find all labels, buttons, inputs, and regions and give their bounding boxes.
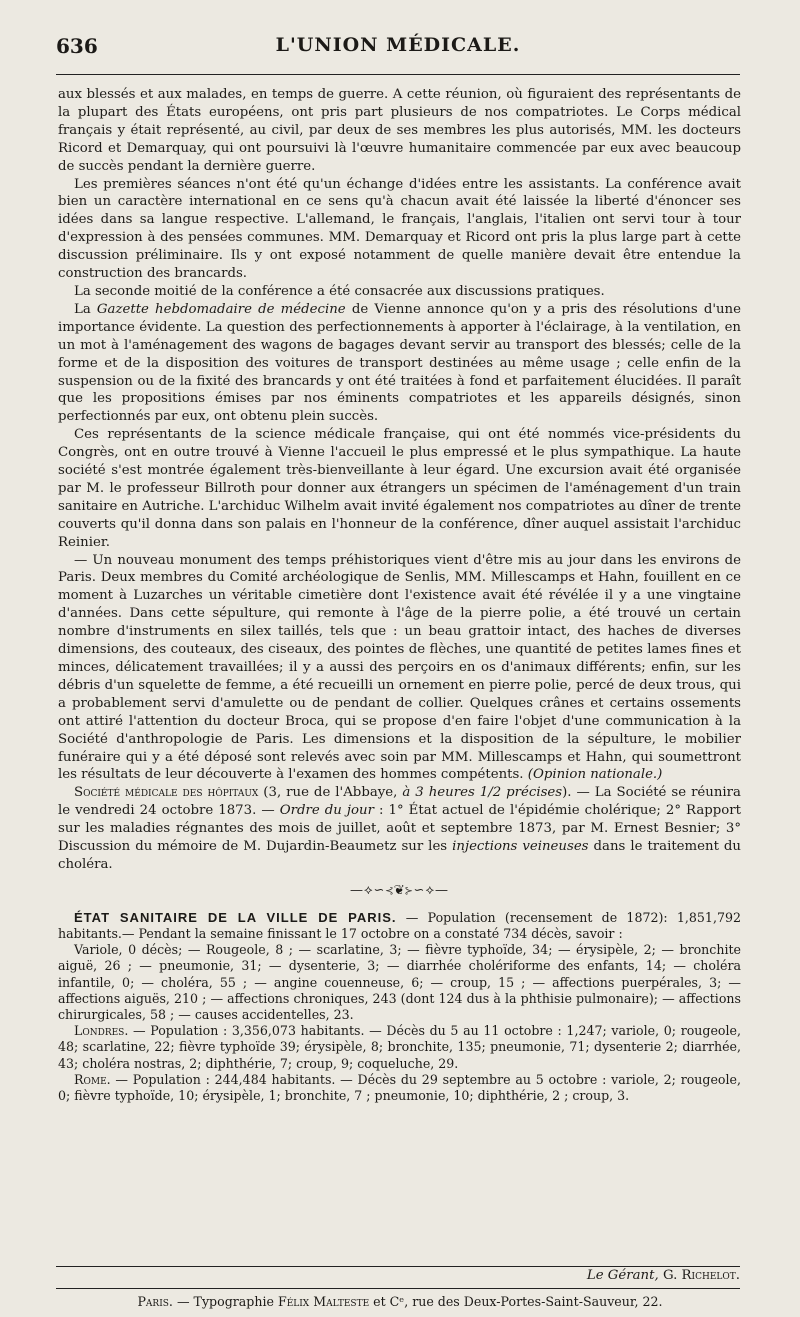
printer-line — [0, 1294, 800, 1309]
footer-rule-top — [56, 1266, 740, 1267]
societe-ordre: Ordre du jour — [279, 803, 374, 819]
footer-rule-bottom — [56, 1288, 740, 1289]
signature-name: G. Richelot. — [662, 1268, 740, 1283]
societe-time: à 3 heures 1/2 précises — [402, 785, 563, 801]
printer-rest: et Cᵉ, rue des Deux-Portes-Saint-Sauveur, 22. — [369, 1294, 663, 1309]
etat-sanitaire-heading: ÉTAT SANITAIRE DE LA VILLE DE PARIS. — [74, 909, 397, 925]
paragraph-first-sessions: Les premières séances n'ont été qu'un échange d'idées entre les assistants. La conférence avait bien un caractère international en ce sens qu'à chacun avait été laissée la liberté d'énoncer ses idées dans sa langue respective. L'allemand, le français, l'anglais, l'italien ont servi tour à tour d'expression à des pensées communes. MM. Demarquay et Ricord ont pris la plus large part à cette discussion préliminaire. Ils y ont exposé notamment de quelle manière devait être entendue la construction des brancards. — [58, 176, 741, 282]
londres-text: — Population : 3,356,073 habitants. — Décès du 5 au 11 octobre : 1,247; variole, 0; rougeole, 48; scarlatine, 22; fièvre typhoïde 39; érysipèle, 8; bronchite, 135; pneumonie, 71; dysenterie 2; diarrhée, 43; choléra nostras, 2; diphthérie, 7; croup, 9; coqueluche, 29. — [58, 1023, 741, 1071]
societe-text2: : 1° État actuel de l'épidémie cholérique; 2° Rapport sur les maladies régnantes des mois de juillet, août et septembre 1873, par M. Ernest Besnier; 3° Discussion du mémoire de M. Dujardin-Beaumetz sur les — [58, 803, 742, 855]
printer-sep: — Typographie — [172, 1294, 278, 1309]
rome-text: — Population : 244,484 habitants. — Décès du 29 septembre au 5 octobre : variole, 2; rougeole, 0; fièvre typhoïde, 10; érysipèle, 1; bronchite, 7 ; pneumonie, 10; diphthérie, 2 ; croup, 3. — [58, 1071, 741, 1104]
paragraph-rome — [58, 1072, 741, 1104]
printer-name: Félix Malteste — [277, 1294, 370, 1309]
paragraph-etat-sanitaire — [58, 910, 741, 942]
ornament-divider: —⟡∽⊰❦⊱∽⟡— — [349, 882, 450, 898]
article-body — [58, 86, 741, 1104]
etat-sanitaire-intro: — Population (recensement de 1872): 1,851,792 habitants.— Pendant la semaine finissant le 17 octobre on a constaté 734 décès, savoir : — [58, 909, 741, 941]
societe-italic-end: injections veineuses — [452, 839, 589, 855]
paragraph-second-half: La seconde moitié de la conférence a été consacrée aux discussions pratiques. — [74, 283, 605, 299]
paragraph-etat-details: Variole, 0 décès; — Rougeole, 8 ; — scarlatine, 3; — fièvre typhoïde, 34; — érysipèle, 2; — bronchite aiguë, 26 ; — pneumonie, 31; — dysenterie, 3; — diarrhée cholériforme des enfants, 14; — choléra infantile, 0; — choléra, 55 ; — angine couenneuse, 6; — croup, 15 ; — affections puerpérales, 3; — affections aiguës, 210 ; — affections chroniques, 243 (dont 124 dus à la phthisie pulmonaire); — affections chirurgicales, 58 ; — causes accidentelles, 23. — [58, 942, 741, 1022]
gazette-prefix: La — [74, 301, 97, 317]
societe-text3: dans le traitement du choléra. — [58, 839, 741, 872]
monument-source: (Opinion nationale.) — [527, 767, 663, 783]
gazette-text: de Vienne annonce qu'on y a pris des résolutions d'une importance évidente. La question des perfectionnements à apporter à l'éclairage, à la ventilation, en un mot à l'aménagement des wagons de bagages devant servir au transport des blessés; celle de la forme et de la disposition des voitures de transport destinées au même usage ; celle enfin de la suspension ou de la fixité des brancards y ont été traitées à fond et parfaitement élucidées. Il paraît que les propositions émises par nos éminents compatriotes et les appareils désignés, sinon perfectionnés par eux, ont obtenu plein succès. — [58, 301, 741, 425]
paragraph-conference-intro: aux blessés et aux malades, en temps de guerre. A cette réunion, où figuraient des représentants de la plupart des États européens, ont pris part plusieurs de nos compatriotes. Le Corps médical français y était représenté, au civil, par deux de ses membres les plus autorisés, MM. les docteurs Ricord et Demarquay, qui ont poursuivi là l'œuvre humanitaire commencée par eux avec beaucoup de succès pendant la dernière guerre. — [58, 87, 741, 174]
gazette-journal-name: Gazette hebdomadaire de médecine — [96, 301, 346, 317]
paragraph-gazette — [58, 301, 741, 426]
societe-text1: ). — La Société se réunira le vendredi 24 octobre 1873. — — [58, 785, 741, 819]
page-header — [56, 30, 740, 60]
paragraph-londres — [58, 1023, 741, 1072]
paragraph-monument — [58, 552, 741, 785]
signature — [587, 1268, 740, 1283]
header-rule — [56, 74, 740, 75]
societe-address: (3, rue de l'Abbaye, — [258, 785, 403, 801]
journal-title: L'UNION MÉDICALE. — [275, 34, 521, 56]
paragraph-societe — [58, 784, 741, 874]
paragraph-congress: Ces représentants de la science médicale française, qui ont été nommés vice-présidents du Congrès, ont en outre trouvé à Vienne l'accueil le plus empressé et le plus sympathique. La haute société s'est montrée également très-bienveillante à leur égard. Une excursion avait été organisée par M. le professeur Billroth pour donner aux étrangers un spécimen de l'aménagement d'un train sanitaire en Autriche. L'archiduc Wilhelm avait invité également nos compatriotes au dîner de trente couverts qu'il donna dans son palais en l'honneur de la conférence, dîner auquel assistait l'archiduc Reinier. — [58, 427, 741, 550]
signature-role: Le Gérant, — [586, 1268, 659, 1283]
page-number: 636 — [56, 34, 98, 58]
societe-name: Société médicale des hôpitaux — [74, 785, 259, 801]
monument-text: — Un nouveau monument des temps préhistoriques vient d'être mis au jour dans les environs de Paris. Deux membres du Comité archéologique de Senlis, MM. Millescamps et Hahn, fouillent en ce moment à Luzarches un véritable cimetière dont l'existence avait été révélée il y a une vingtaine d'années. Dans cette sépulture, qui remonte à l'âge de la pierre polie, a été trouvé un certain nombre d'instruments en silex taillés, tels que : un beau grattoir intact, des haches de diverses dimensions, des couteaux, des ciseaux, des pointes de flèches, une quantité de petites lames fines et minces, délicatement travaillées; il y a aussi des perçoirs en os d'animaux différents; enfin, sur les débris d'un squelette de femme, a été recueilli un ornement en pierre polie, percé de deux trous, qui a probablement servi d'amulette ou de pendant de collier. Quelques crânes et certains ossements ont attiré l'attention du docteur Broca, qui se propose d'en faire l'objet d'une communication à la Société d'anthropologie de Paris. Les dimensions et la disposition de la sépulture, le mobilier funéraire qui y a été déposé sont relevés avec soin par MM. Millescamps et Hahn, qui soumettront les résultats de leur découverte à l'examen des hommes compétents. — [58, 552, 741, 783]
londres-label: Londres. — [74, 1023, 129, 1039]
printer-city: Paris. — [137, 1294, 173, 1309]
rome-label: Rome. — [74, 1071, 111, 1087]
